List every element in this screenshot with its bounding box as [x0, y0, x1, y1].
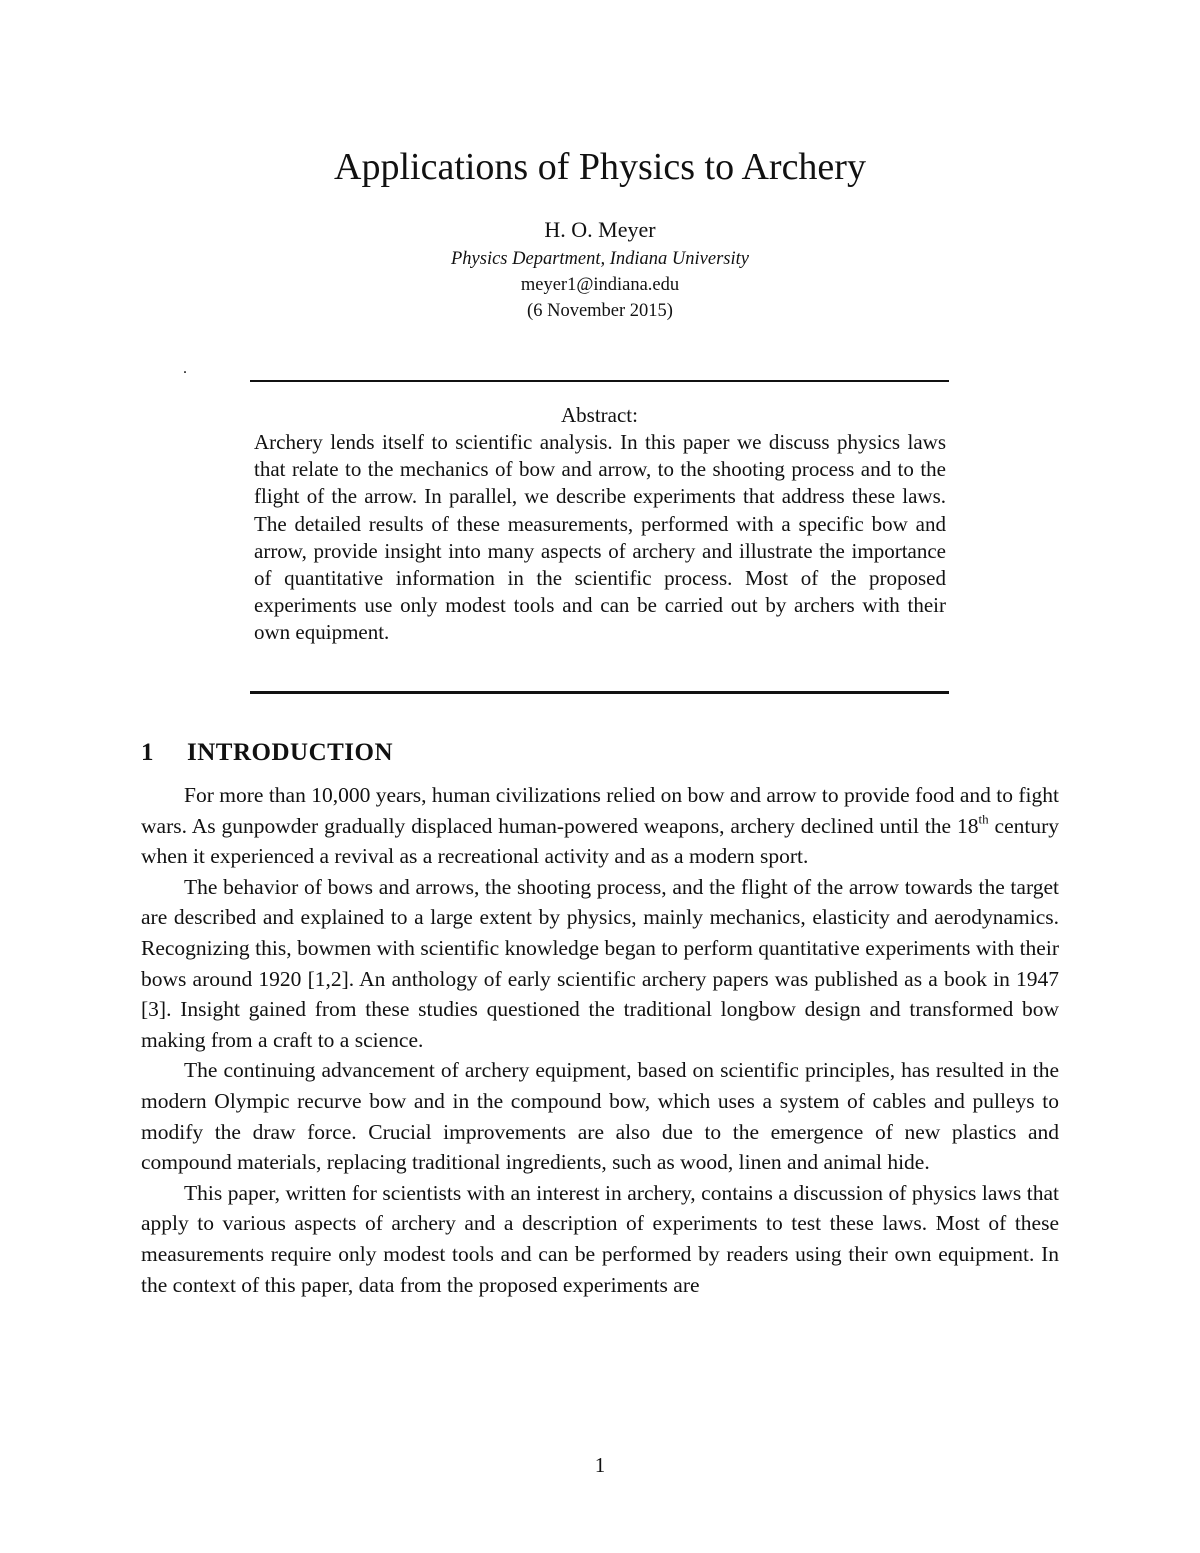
paragraph-2: The behavior of bows and arrows, the shooting process, and the flight of the arrow towards the target are described and explained to a large extent by physics, mainly mechanics, elasticity and aerodynamics. Recognizing this, bowmen with scientific knowledge began to perform quantitative experiments with their bows around 1920 [1,2]. An anthology of early scientific archery papers was published as a book in 1947 [3]. Insight gained from these studies questioned the traditional longbow design and transformed bow making from a craft to a science.	[141, 874, 1059, 1052]
paragraph-3: The continuing advancement of archery equipment, based on scientific principles, has resulted in the modern Olympic recurve bow and in the compound bow, which uses a system of cables and pulleys to modify the draw force. Crucial improvements are also due to the emergence of new plastics and compound materials, replacing traditional ingredients, such as wood, linen and animal hide.	[141, 1058, 1059, 1175]
ordinal-superscript: th	[978, 810, 989, 826]
stray-mark: .	[183, 360, 187, 377]
abstract-top-rule	[250, 380, 949, 382]
paragraph-1-text-start: For more than 10,000 years, human civilizations relied on bow and arrow to provide food and to fight wars. As gunpowder gradually displaced human-powered weapons, archery declined until the 18	[141, 783, 1059, 838]
paragraph-4: This paper, written for scientists with an interest in archery, contains a discussion of physics laws that apply to various aspects of archery and a description of experiments to test these laws. Most of these measurements require only modest tools and can be performed by readers using their own equipment. In the context of this paper, data from the proposed experiments are	[141, 1180, 1059, 1297]
author-affiliation: Physics Department, Indiana University	[451, 249, 749, 269]
abstract-text: Archery lends itself to scientific analysis. In this paper we discuss physics laws that relate to the mechanics of bow and arrow, to the shooting process and to the flight of the arrow. In parallel, we describe experiments that address these laws. The detailed results of these measurements, performed with a specific bow and arrow, provide insight into many aspects of archery and illustrate the importance of quantitative information in the scientific process. Most of the proposed experiments use only modest tools and can be carried out by archers with their own equipment.	[254, 430, 946, 645]
author-email: meyer1@indiana.edu	[520, 275, 680, 295]
paragraph-1-text-end: century when it experienced a revival as a recreational activity and as a modern sport.	[141, 813, 1059, 869]
section-title: INTRODUCTION	[187, 739, 394, 766]
abstract-bottom-rule	[250, 691, 949, 694]
author-name: H. O. Meyer	[544, 217, 656, 242]
paper-title: Applications of Physics to Archery	[334, 146, 866, 188]
paragraph-1	[141, 780, 1059, 872]
introduction-body	[141, 780, 1059, 1300]
page-number: 1	[594, 1453, 606, 1477]
paper-date: (6 November 2015)	[527, 301, 673, 321]
section-heading	[141, 737, 393, 769]
section-number: 1	[141, 739, 154, 766]
abstract-heading: Abstract:	[561, 403, 638, 427]
